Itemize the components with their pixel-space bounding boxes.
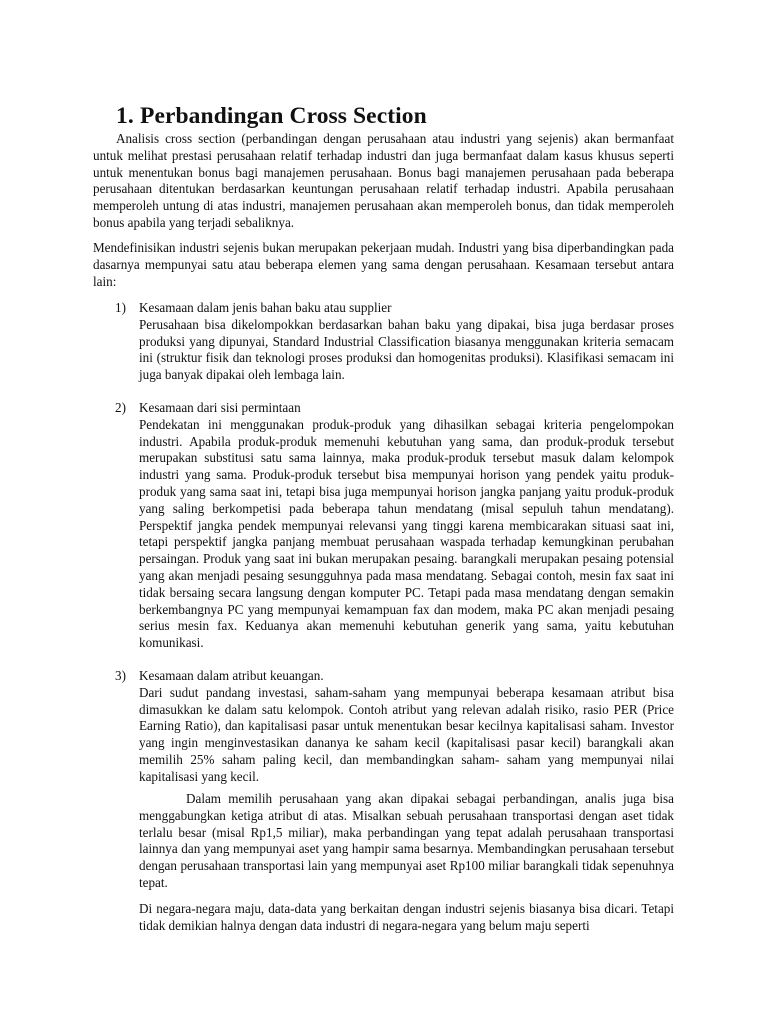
list-item bbox=[93, 300, 674, 384]
choosing-paragraph: Dalam memilih perusahaan yang akan dipakai sebagai perbandingan, analis juga bisa menggabungkan ketiga atribut di atas. Misalkan sebuah perusahaan transportasi dengan aset tidak terlalu besar (misal Rp1,5 miliar), maka perbandingan yang tepat adalah perusahaan transportasi lainnya dan yang mempunyai aset yang hampir sama besarnya. Membandingkan perusahaan tersebut dengan perusahaan transportasi lain yang mempunyai aset Rp100 miliar barangkali tidak sepenuhnya tepat. bbox=[139, 791, 674, 890]
list-item bbox=[93, 668, 674, 786]
list-marker: 2) bbox=[115, 399, 126, 415]
list-item-title: Kesamaan dalam atribut keuangan. bbox=[139, 667, 324, 683]
section-heading bbox=[116, 100, 427, 132]
intro-paragraph: Analisis cross section (perbandingan dengan perusahaan atau industri yang sejenis) akan bermanfaat untuk melihat prestasi perusahaan relatif terhadap industri dan juga bermanfaat dalam kasus khusus seperti untuk menentukan bonus bagi manajemen perusahaan. Bonus bagi manajemen perusahaan pada beberapa perusahaan ditentukan berdasarkan keuntungan perusahaan relatif terhadap industri. Apabila perusahaan memperoleh untung di atas industri, manajemen perusahaan akan memperoleh bonus, dan tidak memperoleh bonus apabila yang terjadi sebaliknya. bbox=[93, 131, 674, 230]
list-item-title: Kesamaan dari sisi permintaan bbox=[139, 399, 301, 415]
list-item-body: Perusahaan bisa dikelompokkan berdasarkan bahan baku yang dipakai, bisa juga berdasar proses produksi yang dipunyai, Standard Industrial Classification biasanya menggunakan kriteria semacam ini (struktur fisik dan teknologi proses produksi dan homogenitas produksi). Klasifikasi semacam ini juga banyak dipakai oleh lembaga lain. bbox=[139, 316, 674, 383]
list-item-title: Kesamaan dalam jenis bahan baku atau supplier bbox=[139, 300, 392, 315]
list-marker: 3) bbox=[115, 667, 126, 683]
section-number: 1. bbox=[116, 103, 134, 129]
list-item-body: Pendekatan ini menggunakan produk-produk yang dihasilkan sebagai kriteria pengelompokan industri. Apabila produk-produk memenuhi kebutuhan yang sama, dan produk-produk tersebut merupakan substitusi satu sama lainnya, maka produk-produk tersebut masuk dalam kelompok industri yang sama. Produk-produk tersebut bisa mempunyai horison yang pendek yaitu produk-produk yang sama saat ini, tetapi bisa juga mempunyai horison jangka panjang yaitu produk-produk yang saling berkompetisi pada beberapa tahun mendatang (misal sepuluh tahun mendatang). Perspektif jangka pendek mempunyai relevansi yang tinggi karena membicarakan situasi saat ini, tetapi perspektif jangka panjang membuat perusahaan waspada terhadap kemungkinan perubahan persaingan. Produk yang saat ini bukan merupakan pesaing. barangkali merupakan pesaing potensial yang akan menjadi pesaing sesungguhnya pada masa mendatang. Sebagai contoh, mesin fax saat ini tidak bersaing secara langsung dengan komputer PC. Tetapi pada masa mendatang dengan semakin berkembangnya PC yang mempunyai kemampuan fax dan modem, maka PC akan menjadi pesaing serius mesin fax. Keduanya akan memenuhi kebutuhan generik yang sama, yaitu kebutuhan komunikasi. bbox=[139, 416, 674, 651]
developed-countries-paragraph: Di negara-negara maju, data-data yang berkaitan dengan industri sejenis biasanya bisa dicari. Tetapi tidak demikian halnya dengan data industri di negara-negara yang belum maju seperti bbox=[139, 901, 674, 933]
similarity-list bbox=[93, 300, 674, 786]
list-marker: 1) bbox=[115, 300, 126, 315]
list-item-body: Dari sudut pandang investasi, saham-saham yang mempunyai beberapa kesamaan atribut bisa dimasukkan ke dalam satu kelompok. Contoh atribut yang relevan adalah risiko, rasio PER (Price Earning Ratio), dan kapitalisasi pasar untuk menentukan besar kecilnya kapitalisasi saham. Investor yang ingin menginvestasikan dananya ke saham kecil (kapitalisasi pasar kecil) barangkali akan memilih 25% saham paling kecil, dan membandingkan saham- saham yang mempunyai nilai kapitalisasi yang kecil. bbox=[139, 684, 674, 784]
list-item bbox=[93, 400, 674, 652]
section-title: Perbandingan Cross Section bbox=[140, 103, 427, 129]
definition-paragraph: Mendefinisikan industri sejenis bukan merupakan pekerjaan mudah. Industri yang bisa diperbandingkan pada dasarnya mempunyai satu atau beberapa elemen yang sama dengan perusahaan. Kesamaan tersebut antara lain: bbox=[93, 240, 674, 289]
